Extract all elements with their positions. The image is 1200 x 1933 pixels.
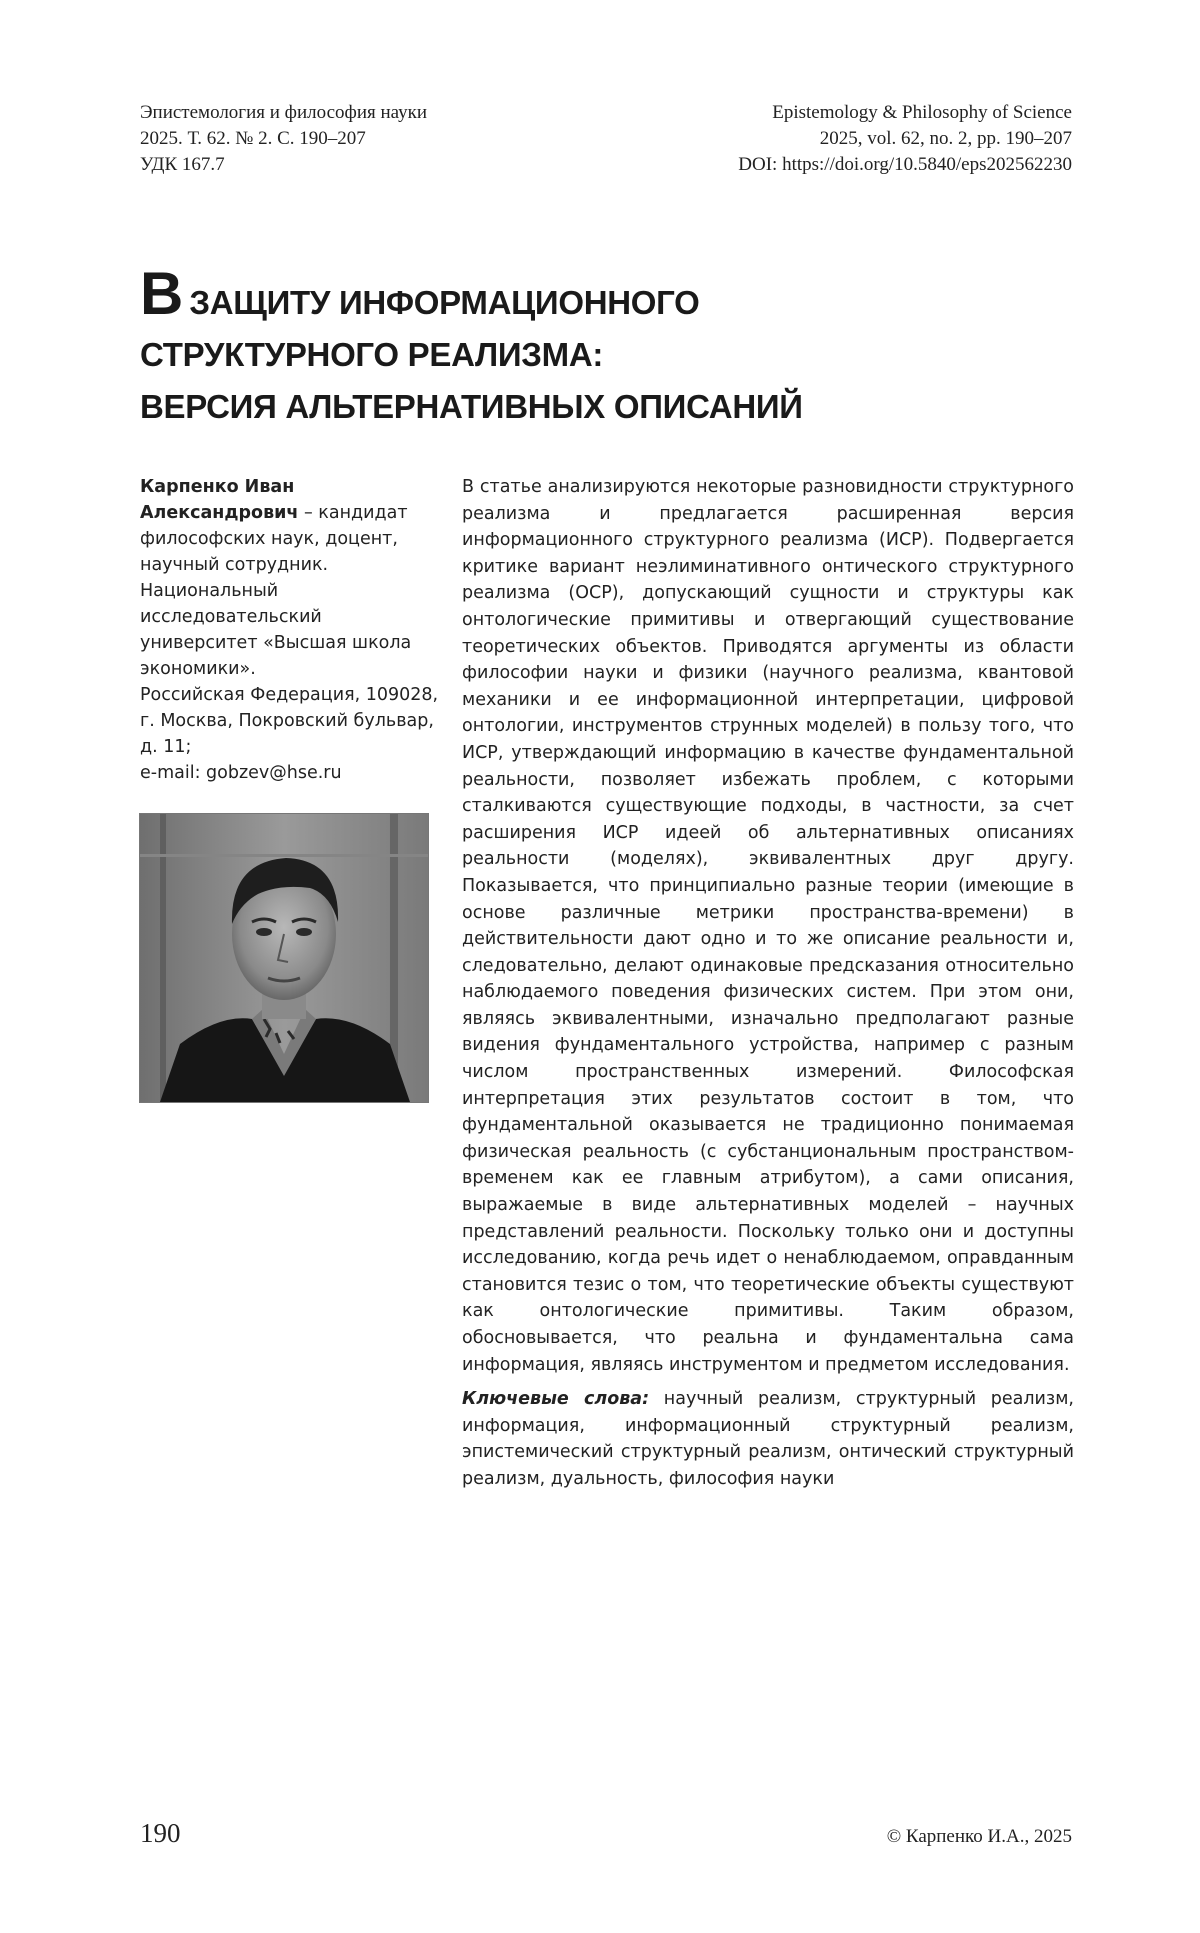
copyright-notice: © Карпенко И.А., 2025 xyxy=(886,1826,1072,1847)
keywords-text: научный реализм, структурный реализм, информация, информационный структурный реализм, эпистемический структурный реализм, онтический структурный реализм, дуальность, философия науки xyxy=(462,1389,1074,1489)
author-info xyxy=(140,474,440,786)
udc-code: УДК 167.7 xyxy=(140,154,225,175)
journal-name-ru: Эпистемология и философия науки xyxy=(140,102,428,123)
author-address: Российская Федерация, 109028, г. Москва, Покровский бульвар, д. 11; xyxy=(140,685,439,757)
title-line-1-text: ЗАЩИТУ ИНФОРМАЦИОННОГО xyxy=(189,284,700,321)
keywords xyxy=(462,1386,1074,1492)
issue-info-ru: 2025. Т. 62. № 2. С. 190–207 xyxy=(140,128,366,149)
title-dropcap: В xyxy=(140,260,184,327)
doi-link[interactable]: DOI: https://doi.org/10.5840/eps202562230 xyxy=(738,154,1072,175)
abstract-section xyxy=(462,474,1074,1493)
article-title xyxy=(140,260,1040,433)
journal-header-ru xyxy=(140,100,427,178)
author-affiliation: Национальный исследовательский университет «Высшая школа экономики». xyxy=(140,581,412,679)
page-number: 190 xyxy=(140,1818,181,1848)
title-line-3: ВЕРСИЯ АЛЬТЕРНАТИВНЫХ ОПИСАНИЙ xyxy=(140,388,803,425)
keywords-label: Ключевые слова: xyxy=(462,1389,650,1410)
author-name: Карпенко Иван Александрович xyxy=(140,477,299,523)
author-bio: – кандидат философских наук, доцент, научный сотрудник. xyxy=(140,503,408,575)
title-line-2: СТРУКТУРНОГО РЕАЛИЗМА: xyxy=(140,336,604,373)
abstract-text: В статье анализируются некоторые разновидности структурного реализма и предлагается расширенная версия информационного структурного реализма (ИСР). Подвергается критике вариант неэлиминативного онтического структурного реализма (ОСР), допускающий сущности и структуры как онтологические примитивы и отвергающий существование теоретических объектов. Приводятся аргументы из области философии науки и физики (научного реализма, квантовой механики и ее информационной интерпретации, цифровой онтологии, инструментов струнных моделей) в пользу того, что ИСР, утверждающий информацию в качестве фундаментальной реальности, позволяет избежать проблем, с которыми сталкиваются существующие подходы, в частности, за счет расширения ИСР идеей об альтернативных описаниях реальности (моделях), эквивалентных друг другу. Показывается, что принципиально разные теории (имеющие в основе различные метрики пространства-времени) в действительности дают одно и то же описание реальности и, следовательно, делают одинаковые предсказания относительно наблюдаемого поведения физических систем. При этом они, являясь эквивалентными, изначально предполагают разные видения фундаментального устройства, например с разным числом пространственных измерений. Философская интерпретация этих результатов состоит в том, что фундаментальной оказывается не традиционно понимаемая физическая реальность (с субстанциональным пространством-временем как ее главным атрибутом), а сами описания, выражаемые в виде альтернативных моделей – научных представлений реальности. Поскольку только они и доступны исследованию, когда речь идет о ненаблюдаемом, оправданным становится тезис о том, что теоретические объекты существуют как онтологические примитивы. Таким образом, обосновывается, что реальна и фундаментальна сама информация, являясь инструментом и предметом исследования. xyxy=(462,477,1074,1375)
author-portrait-image xyxy=(140,814,428,1102)
title-line-1 xyxy=(140,260,1040,329)
author-photo xyxy=(139,813,429,1103)
issue-info-en: 2025, vol. 62, no. 2, pp. 190–207 xyxy=(819,128,1072,149)
journal-name-en: Epistemology & Philosophy of Science xyxy=(772,102,1072,123)
journal-header-en xyxy=(738,100,1072,178)
author-email[interactable]: e-mail: gobzev@hse.ru xyxy=(140,763,342,783)
